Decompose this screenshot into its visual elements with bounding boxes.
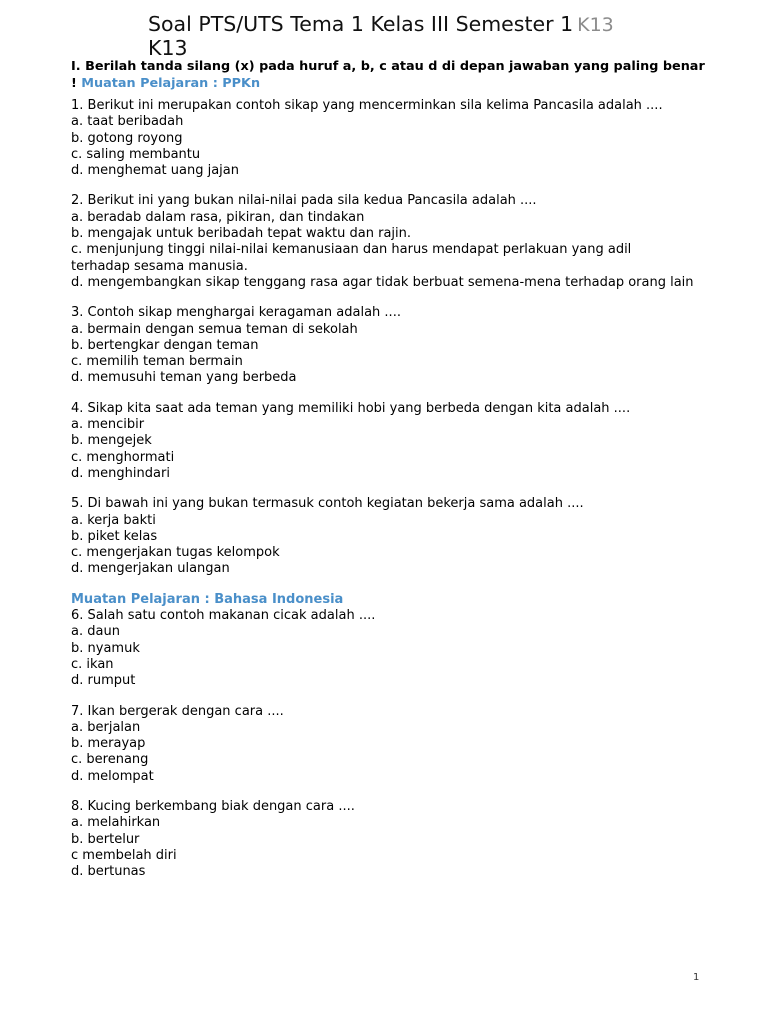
option-b: b. merayap xyxy=(71,736,146,752)
question-text: 6. Salah satu contoh makanan cicak adalah .... xyxy=(71,608,376,624)
question-2 xyxy=(71,193,721,291)
option-a: a. daun xyxy=(71,624,120,640)
title-line2: K13 xyxy=(148,36,188,60)
instruction xyxy=(71,58,711,92)
option-d: d. mengerjakan ulangan xyxy=(71,561,230,577)
option-c: c. memilih teman bermain xyxy=(71,354,243,370)
option-d: d. melompat xyxy=(71,768,154,784)
question-text: 1. Berikut ini merupakan contoh sikap yang mencerminkan sila kelima Pancasila adalah .... xyxy=(71,98,663,113)
option-a: a. kerja bakti xyxy=(71,512,156,528)
option-d: d. rumput xyxy=(71,673,136,689)
option-c: c. ikan xyxy=(71,656,114,672)
option-d: d. mengembangkan sikap tenggang rasa agar tidak berbuat semena-mena terhadap orang lain xyxy=(71,274,694,290)
question-text: 5. Di bawah ini yang bukan termasuk contoh kegiatan bekerja sama adalah .... xyxy=(71,496,584,512)
option-b: b. mengajak untuk beribadah tepat waktu dan rajin. xyxy=(71,226,411,242)
option-b: b. bertelur xyxy=(71,831,140,847)
option-d: d. menghemat uang jajan xyxy=(71,163,239,179)
option-d: d. menghindari xyxy=(71,465,170,481)
question-list xyxy=(71,98,721,894)
option-a: a. beradab dalam rasa, pikiran, dan tindakan xyxy=(71,209,365,225)
title-text: Soal PTS/UTS Tema 1 Kelas III Semester 1 xyxy=(148,12,574,36)
option-b: b. gotong royong xyxy=(71,130,183,146)
title-badge: K13 xyxy=(577,14,614,36)
option-a: a. mencibir xyxy=(71,417,145,433)
option-c: c. saling membantu xyxy=(71,146,201,162)
option-c: c. menjunjung tinggi nilai-nilai kemanusiaan dan harus mendapat perlakuan yang adil terhadap sesama manusia. xyxy=(71,242,632,274)
question-1 xyxy=(71,98,721,179)
option-b: b. bertengkar dengan teman xyxy=(71,337,259,353)
instruction-text: I. Berilah tanda silang (x) pada huruf a, b, c atau d di depan jawaban yang paling benar ! xyxy=(71,59,705,91)
option-d: d. bertunas xyxy=(71,864,146,880)
option-a: a. berjalan xyxy=(71,719,141,735)
page-title xyxy=(148,13,708,60)
option-b: b. nyamuk xyxy=(71,640,140,656)
question-8 xyxy=(71,799,721,880)
question-4 xyxy=(71,401,721,482)
option-d: d. memusuhi teman yang berbeda xyxy=(71,370,297,386)
option-c: c. menghormati xyxy=(71,449,175,465)
section-heading-bahasa-indonesia: Muatan Pelajaran : Bahasa Indonesia xyxy=(71,591,344,607)
option-b: b. piket kelas xyxy=(71,528,158,544)
question-text: 8. Kucing berkembang biak dengan cara .... xyxy=(71,798,355,814)
question-3 xyxy=(71,305,721,386)
option-c: c. berenang xyxy=(71,752,149,768)
option-a: a. melahirkan xyxy=(71,815,161,831)
question-text: 4. Sikap kita saat ada teman yang memiliki hobi yang berbeda dengan kita adalah .... xyxy=(71,400,631,416)
question-text: 2. Berikut ini yang bukan nilai-nilai pada sila kedua Pancasila adalah .... xyxy=(71,193,537,209)
option-c: c. mengerjakan tugas kelompok xyxy=(71,545,280,561)
option-c: c membelah diri xyxy=(71,847,177,863)
question-5 xyxy=(71,496,721,577)
page-number: 1 xyxy=(693,972,700,983)
question-6 xyxy=(71,592,721,690)
question-text: 3. Contoh sikap menghargai keragaman adalah .... xyxy=(71,305,401,321)
question-text: 7. Ikan bergerak dengan cara .... xyxy=(71,703,284,719)
option-a: a. bermain dengan semua teman di sekolah xyxy=(71,321,358,337)
question-7 xyxy=(71,704,721,785)
subject-ppkn: Muatan Pelajaran : PPKn xyxy=(81,76,261,91)
option-b: b. mengejek xyxy=(71,433,152,449)
option-a: a. taat beribadah xyxy=(71,114,184,130)
